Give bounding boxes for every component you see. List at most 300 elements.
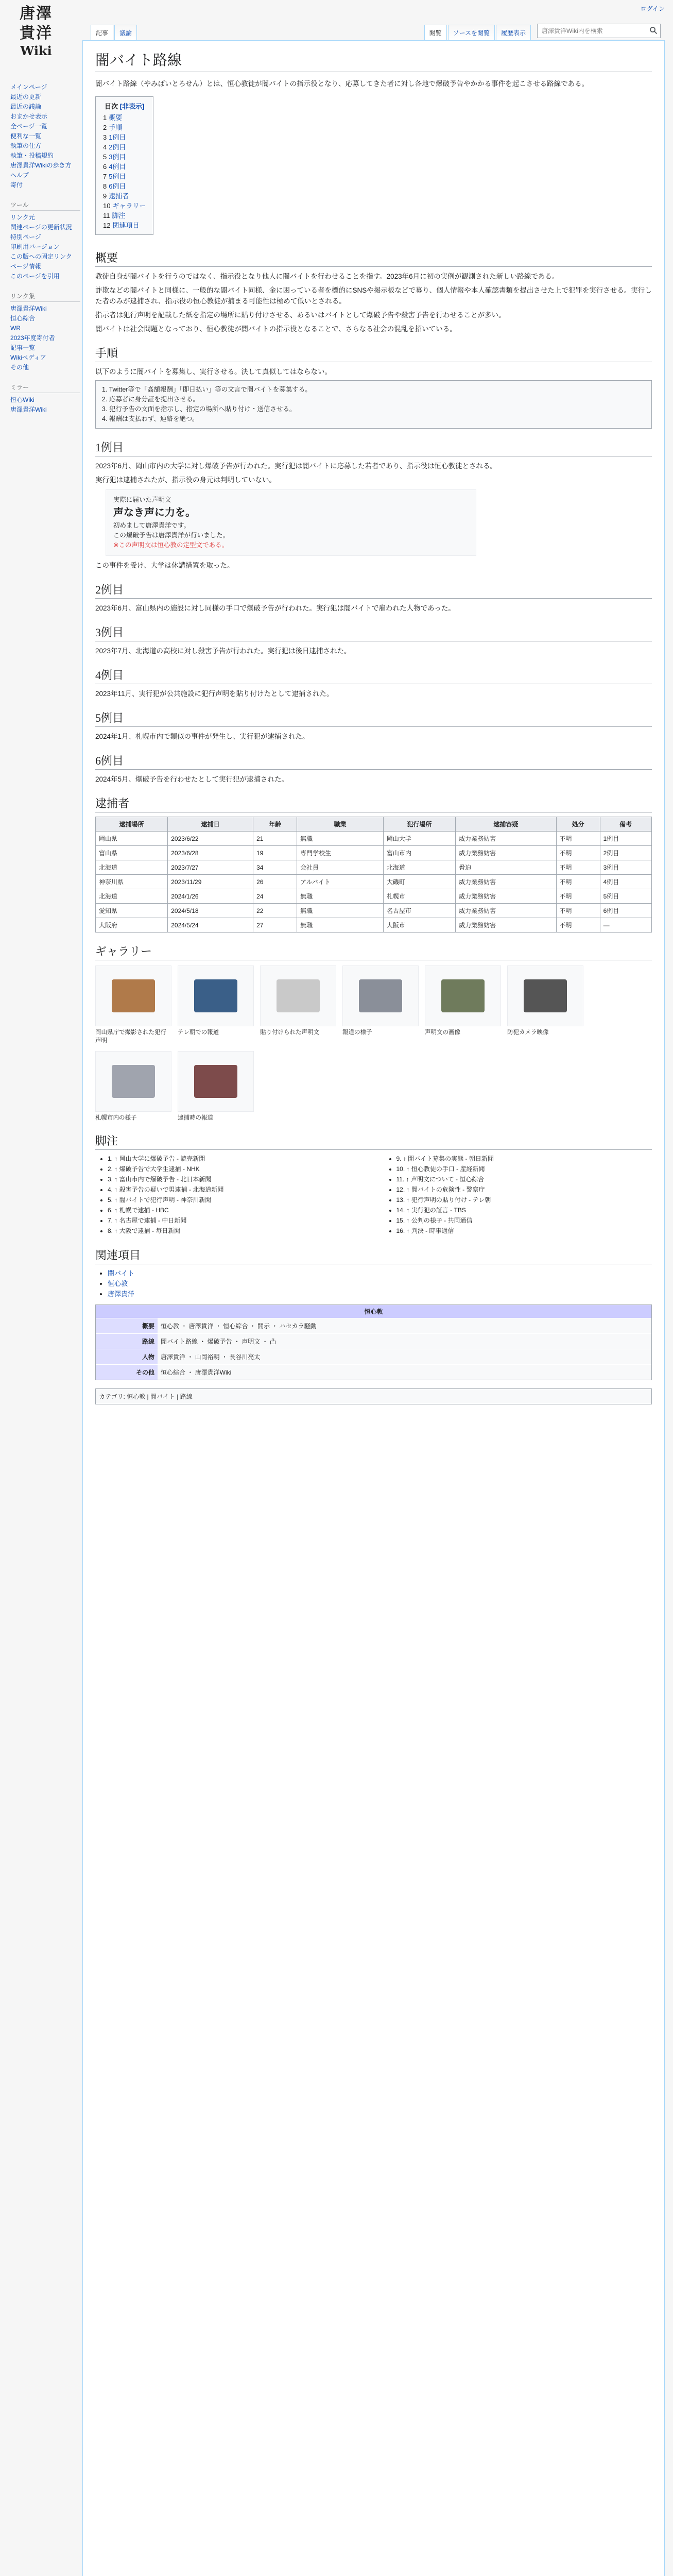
toc-number: 3 [103, 133, 107, 141]
gallery-caption: 防犯カメラ映像 [507, 1029, 549, 1036]
toc-item[interactable] [103, 221, 146, 230]
toc-number: 11 [103, 212, 110, 219]
case2-text: 2023年6月、富山県内の施設に対し同様の手口で爆破予告が行われた。実行犯は闇バイトで雇われた人物であった。 [95, 604, 455, 612]
arrest-cell-result: 不明 [556, 918, 600, 933]
sidebar-links [10, 292, 80, 372]
arrest-col-header: 年齢 [253, 817, 297, 832]
view-tabs [424, 24, 661, 40]
arrest-cell-crime-place: 岡山大学 [383, 832, 455, 846]
arrest-cell-job: 無職 [297, 918, 384, 933]
arrest-cell-age: 22 [253, 904, 297, 918]
arrest-cell-age: 21 [253, 832, 297, 846]
toc-item[interactable] [103, 142, 146, 152]
gallery-caption: 報道の様子 [342, 1029, 372, 1036]
tools-item-link[interactable]: 特別ページ [10, 233, 41, 241]
procedure-step: 4. 報酬は支払わず、連絡を絶つ。 [102, 415, 199, 422]
navbox [95, 1304, 652, 1380]
arrest-cell-age: 24 [253, 889, 297, 904]
table-row [96, 918, 652, 933]
gallery [95, 965, 652, 1122]
sidebar-item-link[interactable]: 唐澤貴洋Wikiの歩き方 [10, 162, 72, 169]
case1-paragraph: 実行犯は逮捕されたが、指示役の身元は判明していない。 [95, 476, 276, 484]
lead-paragraph: 闇バイト路線（やみばいとろせん）とは、恒心教徒が闇バイトの指示役となり、応募してきた者に対し各地で爆破予告やかかる事件を起こさせる路線である。 [95, 80, 589, 88]
gallery-caption: 貼り付けられた声明文 [260, 1029, 319, 1036]
toc-link[interactable]: 手順 [109, 124, 123, 131]
arrest-cell-date: 2024/5/24 [168, 918, 253, 933]
gallery-item[interactable] [260, 965, 336, 1045]
toc-item[interactable] [103, 152, 146, 162]
gallery-thumbnail [359, 979, 402, 1012]
reference-item[interactable]: • 14. ↑ 実行犯の証言 - TBS [396, 1206, 652, 1215]
sidebar-item-link[interactable]: ヘルプ [10, 172, 29, 179]
arrest-cell-crime-place: 札幌市 [383, 889, 455, 904]
arrest-cell-result: 不明 [556, 860, 600, 875]
related-link[interactable]: 闇バイト [108, 1269, 135, 1277]
gallery-image[interactable] [425, 965, 501, 1026]
gallery-caption: 岡山県庁で撮影された犯行声明 [95, 1029, 166, 1044]
table-row [96, 875, 652, 889]
toc-number: 10 [103, 202, 111, 210]
arrest-cell-result: 不明 [556, 846, 600, 860]
sidebar-item-link[interactable]: 最近の更新 [10, 93, 42, 100]
sidebar-item-link[interactable]: メインページ [10, 83, 47, 91]
section-case2: 2例目 [95, 581, 652, 599]
tools-item [10, 223, 80, 232]
toc-item[interactable] [103, 191, 146, 201]
navbox-row [96, 1333, 651, 1349]
related-link[interactable]: 唐澤貴洋 [108, 1290, 135, 1298]
sidebar-item [10, 102, 80, 112]
sidebar-item-link[interactable]: 寄付 [10, 181, 23, 189]
gallery-thumbnail [194, 979, 237, 1012]
arrest-cell-place: 北海道 [96, 860, 168, 875]
reference-item[interactable]: • 15. ↑ 公判の様子 - 共同通信 [396, 1216, 652, 1225]
arrest-cell-crime-place: 北海道 [383, 860, 455, 875]
logo-line1: 唐澤 [20, 5, 53, 23]
arrest-table [95, 817, 652, 933]
arrest-cell-job: 会社員 [297, 860, 384, 875]
section-case6: 6例目 [95, 752, 652, 770]
toc-item[interactable] [103, 113, 146, 123]
toc-item[interactable] [103, 201, 146, 211]
gallery-thumbnail [277, 979, 320, 1012]
toc-link[interactable]: 6例目 [109, 182, 126, 190]
case1-paragraph: 2023年6月、岡山市内の大学に対し爆破予告が行われた。実行犯は闇バイトに応募した若者であり、指示役は恒心教徒とされる。 [95, 462, 497, 470]
gallery-item[interactable] [178, 1051, 254, 1122]
arrest-cell-note: 6例目 [600, 904, 651, 918]
toc-item[interactable] [103, 172, 146, 181]
table-of-contents [95, 96, 153, 235]
arrest-cell-date: 2023/7/27 [168, 860, 253, 875]
sidebar-item [10, 92, 80, 102]
arrest-col-header: 逮捕場所 [96, 817, 168, 832]
toc-number: 2 [103, 124, 107, 131]
sidebar-item [10, 161, 80, 171]
case3-text: 2023年7月、北海道の高校に対し殺害予告が行われた。実行犯は後日逮捕された。 [95, 647, 351, 655]
tools-item-link[interactable]: リンク元 [10, 214, 35, 221]
arrest-cell-age: 34 [253, 860, 297, 875]
links-item [10, 304, 80, 314]
arrest-cell-charge: 威力業務妨害 [456, 889, 556, 904]
reference-item[interactable]: • 12. ↑ 闇バイトの危険性 - 警察庁 [396, 1185, 652, 1194]
gallery-image[interactable] [260, 965, 336, 1026]
overview-paragraph: 闇バイトは社会問題となっており、恒心教徒が闇バイトの指示役となることで、さらなる社会の混乱を招いている。 [95, 325, 457, 333]
links-item-link[interactable]: その他 [10, 364, 29, 371]
main-content [82, 40, 665, 2576]
toc-link[interactable]: 脚注 [112, 212, 126, 219]
section-case4: 4例目 [95, 667, 652, 684]
gallery-caption: 声明文の画像 [425, 1029, 460, 1036]
tools-item [10, 262, 80, 272]
links-item [10, 353, 80, 363]
quote-note: ※この声明文は恒心教の定型文である。 [113, 541, 228, 549]
procedure-step: 2. 応募者に身分証を提出させる。 [102, 396, 199, 403]
related-item [108, 1289, 652, 1299]
tab-history[interactable]: 履歴表示 [496, 25, 531, 40]
sidebar [10, 82, 80, 425]
reference-item[interactable]: • 10. ↑ 恒心教徒の手口 - 産経新聞 [396, 1164, 652, 1174]
quote-line1: 実際に届いた声明文 [113, 496, 171, 503]
navbox-list[interactable]: 唐澤貴洋 ・ 山岡裕明 ・ 長谷川亮太 [158, 1349, 651, 1364]
arrest-cell-date: 2023/11/29 [168, 875, 253, 889]
reference-item[interactable]: • 3. ↑ 富山市内で爆破予告 - 北日本新聞 [108, 1175, 364, 1184]
sidebar-item [10, 141, 80, 151]
links-item [10, 333, 80, 343]
gallery-image[interactable] [95, 965, 171, 1026]
navbox-row [96, 1318, 651, 1333]
links-item [10, 324, 80, 333]
site-logo[interactable] [11, 4, 61, 64]
arrest-cell-place: 富山県 [96, 846, 168, 860]
gallery-item[interactable] [507, 965, 583, 1045]
procedure-step: 3. 犯行予告の文面を指示し、指定の場所へ貼り付け・送信させる。 [102, 405, 296, 413]
case6-text: 2024年5月、爆破予告を行わせたとして実行犯が逮捕された。 [95, 775, 289, 783]
sidebar-item [10, 82, 80, 92]
sidebar-mirror [10, 383, 80, 415]
toc-number: 1 [103, 114, 107, 122]
tools-heading: ツール [10, 200, 80, 211]
reference-item[interactable]: • 5. ↑ 闇バイトで犯行声明 - 神奈川新聞 [108, 1195, 364, 1205]
arrest-cell-place: 愛知県 [96, 904, 168, 918]
arrest-cell-date: 2024/5/18 [168, 904, 253, 918]
mirror-heading: ミラー [10, 383, 80, 393]
arrest-cell-job: 無職 [297, 832, 384, 846]
arrest-cell-charge: 威力業務妨害 [456, 904, 556, 918]
toc-hide-link[interactable]: [非表示] [119, 103, 145, 110]
page-title: 闇バイト路線 [95, 49, 652, 72]
toc-number: 4 [103, 143, 107, 151]
arrest-cell-result: 不明 [556, 875, 600, 889]
sidebar-item-link[interactable]: おまかせ表示 [10, 113, 48, 120]
gallery-thumbnail [112, 1065, 155, 1098]
navbox-row [96, 1364, 651, 1380]
logo-line3: Wiki [20, 43, 52, 58]
arrest-cell-age: 19 [253, 846, 297, 860]
arrest-cell-note: 4例目 [600, 875, 651, 889]
gallery-item[interactable] [425, 965, 501, 1045]
quote-line2: 初めまして唐澤貴洋です。 [113, 522, 191, 529]
mirror-item-link[interactable]: 恒心Wiki [10, 396, 34, 403]
gallery-caption: 札幌市内の様子 [95, 1115, 137, 1121]
related-item [108, 1279, 652, 1289]
arrest-cell-job: アルバイト [297, 875, 384, 889]
links-item-link[interactable]: 唐澤貴洋Wiki [10, 305, 47, 312]
arrest-cell-job: 無職 [297, 889, 384, 904]
arrest-cell-age: 26 [253, 875, 297, 889]
search-icon[interactable] [649, 26, 658, 35]
gallery-item[interactable] [342, 965, 419, 1045]
gallery-item[interactable] [95, 1051, 171, 1122]
sidebar-item [10, 151, 80, 161]
gallery-thumbnail [112, 979, 155, 1012]
sidebar-item-link[interactable]: 便利な一覧 [10, 132, 42, 140]
navbox-title: 恒心教 [96, 1305, 651, 1318]
gallery-image[interactable] [178, 1051, 254, 1112]
search-box [532, 24, 661, 38]
section-related: 関連項目 [95, 1247, 652, 1264]
links-item-link[interactable]: 記事一覧 [10, 344, 36, 351]
links-item-link[interactable]: 2023年度寄付者 [10, 334, 55, 342]
sidebar-tools [10, 200, 80, 281]
namespace-tabs [91, 24, 138, 40]
sidebar-item [10, 122, 80, 131]
gallery-image[interactable] [178, 965, 254, 1026]
arrest-cell-job: 専門学校生 [297, 846, 384, 860]
toc-item[interactable] [103, 162, 146, 172]
arrest-col-header: 備考 [600, 817, 651, 832]
section-procedure: 手順 [95, 345, 652, 362]
navbox-row [96, 1349, 651, 1364]
toc-link[interactable]: 5例目 [109, 173, 126, 180]
toc-link[interactable]: 1例目 [109, 133, 126, 141]
reference-item[interactable]: • 13. ↑ 犯行声明の貼り付け - テレ朝 [396, 1195, 652, 1205]
links-item-link[interactable]: Wikiペディア [10, 354, 46, 361]
tools-item-link[interactable]: 印刷用バージョン [10, 243, 60, 250]
gallery-item[interactable] [178, 965, 254, 1045]
toc-link[interactable]: 4例目 [109, 163, 126, 171]
table-row [96, 846, 652, 860]
links-item-link[interactable]: WR [10, 325, 21, 332]
arrest-cell-charge: 威力業務妨害 [456, 846, 556, 860]
toc-link[interactable]: 関連項目 [112, 222, 140, 229]
toc-link[interactable]: ギャラリー [112, 202, 146, 210]
category-links[interactable]: カテゴリ: 恒心教 | 闇バイト | 路線 [95, 1388, 652, 1404]
arrest-cell-crime-place: 大阪市 [383, 918, 455, 933]
toc-link[interactable]: 3例目 [109, 153, 126, 161]
toc-item[interactable] [103, 123, 146, 132]
overview-paragraph: 指示者は犯行声明を記載した紙を指定の場所に貼り付けさせる、あるいはバイトとして爆破予告や殺害予告を行わせることが多い。 [95, 311, 506, 319]
arrest-cell-charge: 脅迫 [456, 860, 556, 875]
section-case1: 1例目 [95, 439, 652, 456]
sidebar-item [10, 180, 80, 190]
gallery-item[interactable] [95, 965, 171, 1045]
links-heading: リンク集 [10, 292, 80, 302]
gallery-caption: 逮捕時の報道 [178, 1115, 213, 1121]
table-row [96, 860, 652, 875]
arrest-cell-result: 不明 [556, 904, 600, 918]
toc-link[interactable]: 逮捕者 [109, 192, 129, 200]
reference-item[interactable]: • 8. ↑ 大阪で逮捕 - 毎日新聞 [108, 1226, 364, 1235]
toc-number: 9 [103, 192, 107, 200]
search-input[interactable] [537, 24, 661, 38]
arrest-cell-charge: 威力業務妨害 [456, 875, 556, 889]
arrest-cell-place: 北海道 [96, 889, 168, 904]
procedure-step: 1. Twitter等で「高額報酬」「即日払い」等の文言で闇バイトを募集する。 [102, 386, 312, 393]
sidebar-item [10, 171, 80, 180]
sidebar-item-link[interactable]: 執筆・投稿規約 [10, 152, 54, 159]
login-link[interactable]: ログイン [640, 5, 665, 12]
navbox-group: 概要 [96, 1318, 158, 1333]
tools-item-link[interactable]: この版への固定リンク [10, 253, 72, 260]
sidebar-item-link[interactable]: 全ページ一覧 [10, 123, 47, 130]
tools-item-link[interactable]: このページを引用 [10, 273, 60, 280]
logo-line2: 貴洋 [20, 24, 53, 42]
procedure-intro: 以下のように闇バイトを募集し、実行させる。決して真似してはならない。 [95, 368, 332, 376]
gallery-thumbnail [194, 1065, 237, 1098]
case1-more: この事件を受け、大学は休講措置を取った。 [95, 562, 234, 569]
references [95, 1154, 652, 1236]
arrest-col-header: 犯行場所 [383, 817, 455, 832]
links-item-link[interactable]: 恒心綜合 [10, 315, 36, 322]
arrest-cell-job: 無職 [297, 904, 384, 918]
case5-text: 2024年1月、札幌市内で類似の事件が発生し、実行犯が逮捕された。 [95, 733, 309, 740]
statement-quote [106, 489, 476, 556]
navbox-group: その他 [96, 1365, 158, 1380]
tools-item [10, 232, 80, 242]
links-item [10, 343, 80, 353]
sidebar-nav [10, 82, 80, 190]
arrest-cell-crime-place: 名古屋市 [383, 904, 455, 918]
toc-item[interactable] [103, 132, 146, 142]
toc-number: 5 [103, 153, 107, 161]
mirror-item [10, 405, 80, 415]
sidebar-item-link[interactable]: 最近の議論 [10, 103, 42, 110]
table-row [96, 832, 652, 846]
gallery-thumbnail [524, 979, 567, 1012]
arrest-col-header: 逮捕容疑 [456, 817, 556, 832]
toc-link[interactable]: 2例目 [109, 143, 126, 151]
toc-title [103, 101, 146, 111]
arrest-cell-note: 5例目 [600, 889, 651, 904]
arrest-cell-note: 1例目 [600, 832, 651, 846]
tools-item [10, 252, 80, 262]
toc-number: 7 [103, 173, 107, 180]
arrest-cell-result: 不明 [556, 889, 600, 904]
toc-item[interactable] [103, 181, 146, 191]
quote-heading: 声なき声に力を。 [113, 507, 196, 518]
navbox-list[interactable]: 闇バイト路線 ・ 爆破予告 ・ 声明文 ・ 凸 [158, 1334, 651, 1349]
gallery-image[interactable] [95, 1051, 171, 1112]
navbox-list[interactable]: 恒心綜合 ・ 唐澤貴洋Wiki [158, 1365, 651, 1380]
navbox-group: 路線 [96, 1334, 158, 1349]
navbox-list[interactable]: 恒心教 ・ 唐澤貴洋 ・ 恒心綜合 ・ 開示 ・ ハセカラ騒動 [158, 1318, 651, 1333]
arrest-col-header: 職業 [297, 817, 384, 832]
arrest-cell-note: 3例目 [600, 860, 651, 875]
gallery-image[interactable] [507, 965, 583, 1026]
tab-talk[interactable]: 議論 [114, 25, 137, 40]
arrest-cell-date: 2023/6/28 [168, 846, 253, 860]
toc-item[interactable] [103, 211, 146, 221]
arrest-cell-note: 2例目 [600, 846, 651, 860]
case4-text: 2023年11月、実行犯が公共施設に犯行声明を貼り付けたとして逮捕された。 [95, 690, 334, 698]
gallery-thumbnail [441, 979, 485, 1012]
tools-item [10, 213, 80, 223]
reference-item[interactable]: • 11. ↑ 声明文について - 恒心綜合 [396, 1175, 652, 1184]
section-case3: 3例目 [95, 624, 652, 641]
quote-line3: この爆破予告は唐澤貴洋が行いました。 [113, 532, 230, 539]
arrest-cell-note: — [600, 918, 651, 933]
toc-number: 8 [103, 182, 107, 190]
arrest-cell-date: 2024/1/26 [168, 889, 253, 904]
links-item [10, 363, 80, 372]
personal-tools [641, 4, 665, 13]
arrest-cell-crime-place: 富山市内 [383, 846, 455, 860]
tab-source[interactable]: ソースを閲覧 [448, 25, 495, 40]
related-item [108, 1268, 652, 1279]
section-arrests: 逮捕者 [95, 795, 652, 812]
overview-paragraph: 詐欺などの闇バイトと同様に、一般的な闇バイト同様、金に困っている者を標的にSNSや掲示板などで募り、個人情報や本人確認書類を提出させた上で犯罪を実行させる。実行した者のみが逮捕され、指示役の恒心教徒が捕まる可能性は極めて低いとされる。 [95, 286, 652, 305]
gallery-caption: テレ朝での報道 [178, 1029, 219, 1036]
arrest-cell-charge: 威力業務妨害 [456, 832, 556, 846]
arrest-cell-charge: 威力業務妨害 [456, 918, 556, 933]
toc-title-text: 目次 [105, 103, 118, 110]
table-row [96, 889, 652, 904]
tab-read[interactable]: 閲覧 [424, 25, 447, 40]
arrest-cell-result: 不明 [556, 832, 600, 846]
tools-item-link[interactable]: 関連ページの更新状況 [10, 224, 72, 231]
tools-item [10, 242, 80, 252]
arrest-col-header: 処分 [556, 817, 600, 832]
reference-item[interactable]: • 7. ↑ 名古屋で逮捕 - 中日新聞 [108, 1216, 364, 1225]
reference-item[interactable]: • 4. ↑ 殺害予告の疑いで男逮捕 - 北海道新聞 [108, 1185, 364, 1194]
reference-item[interactable]: • 9. ↑ 闇バイト募集の実態 - 朝日新聞 [396, 1154, 652, 1163]
reference-item[interactable]: • 1. ↑ 岡山大学に爆破予告 - 読売新聞 [108, 1154, 364, 1163]
navbox-group: 人物 [96, 1349, 158, 1364]
arrest-cell-place: 岡山県 [96, 832, 168, 846]
toc-link[interactable]: 概要 [109, 114, 123, 122]
procedure-box [95, 380, 652, 429]
arrest-cell-date: 2023/6/22 [168, 832, 253, 846]
section-notes: 脚注 [95, 1132, 652, 1150]
toc-number: 6 [103, 163, 107, 171]
reference-item[interactable]: • 6. ↑ 札幌で逮捕 - HBC [108, 1206, 364, 1215]
gallery-image[interactable] [342, 965, 419, 1026]
reference-item[interactable]: • 16. ↑ 判決 - 時事通信 [396, 1226, 652, 1235]
sidebar-item-link[interactable]: 執筆の仕方 [10, 142, 42, 149]
tools-item [10, 272, 80, 281]
related-link[interactable]: 恒心教 [108, 1280, 128, 1287]
toc-number: 12 [103, 222, 111, 229]
arrest-cell-place: 神奈川県 [96, 875, 168, 889]
arrest-col-header: 逮捕日 [168, 817, 253, 832]
sidebar-item [10, 131, 80, 141]
arrest-cell-crime-place: 大磯町 [383, 875, 455, 889]
section-overview: 概要 [95, 249, 652, 267]
mirror-item-link[interactable]: 唐澤貴洋Wiki [10, 406, 47, 413]
section-case5: 5例目 [95, 709, 652, 727]
overview-paragraph: 教徒自身が闇バイトを行うのではなく、指示役となり他人に闇バイトを行わせることを指す。2023年6月に初の実例が観測された新しい路線である。 [95, 273, 559, 280]
tools-item-link[interactable]: ページ情報 [10, 263, 41, 270]
tab-page[interactable]: 記事 [91, 25, 113, 40]
sidebar-item [10, 112, 80, 122]
arrest-cell-place: 大阪府 [96, 918, 168, 933]
table-row [96, 904, 652, 918]
arrest-cell-age: 27 [253, 918, 297, 933]
reference-item[interactable]: • 2. ↑ 爆破予告で大学生逮捕 - NHK [108, 1164, 364, 1174]
links-item [10, 314, 80, 324]
mirror-item [10, 395, 80, 405]
section-gallery: ギャラリー [95, 943, 652, 960]
